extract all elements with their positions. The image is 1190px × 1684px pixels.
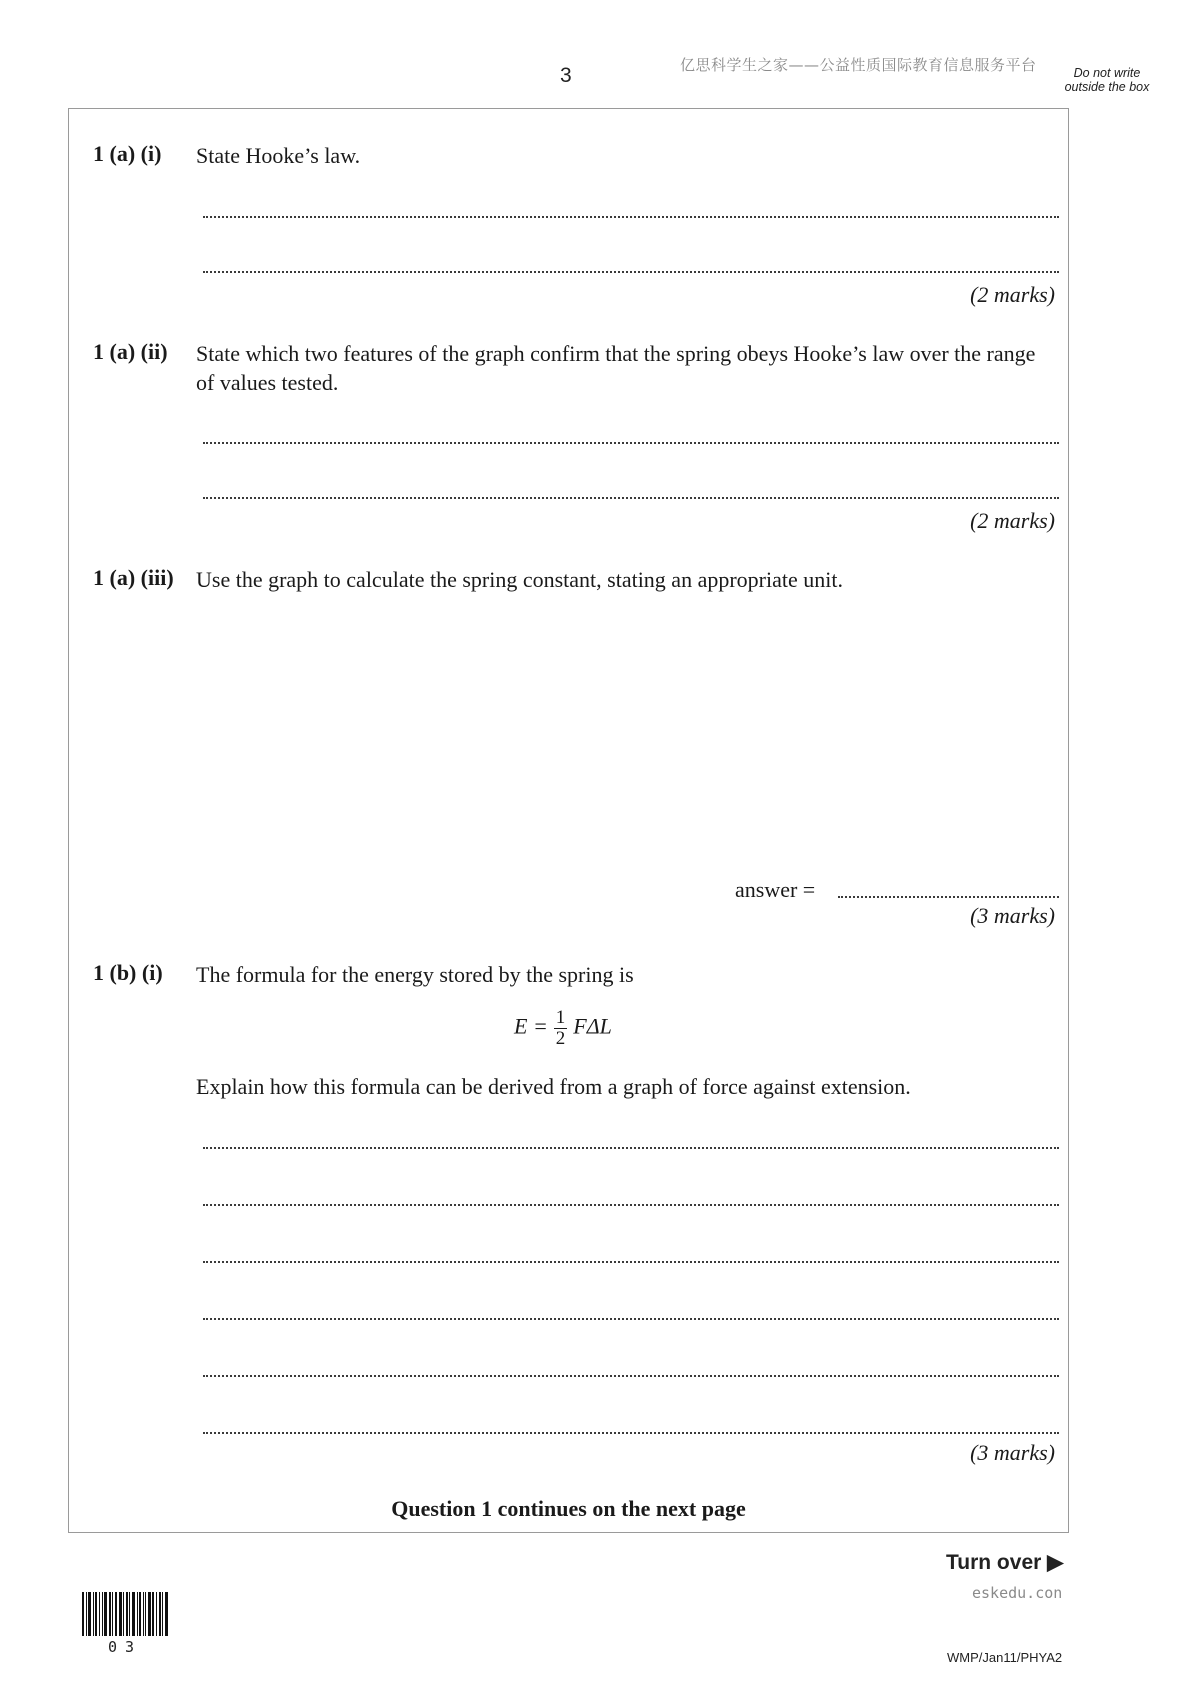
question-number: 1 (a) (i) [93, 141, 162, 166]
question-text: The formula for the energy stored by the spring is [196, 962, 634, 987]
answer-line[interactable] [203, 1432, 1059, 1434]
answer-line[interactable] [203, 1147, 1059, 1149]
marks-label: (3 marks) [970, 1440, 1055, 1465]
fraction-denominator: 2 [555, 1028, 566, 1049]
continues-note: Question 1 continues on the next page [391, 1496, 746, 1521]
instruction-text: Explain how this formula can be derived from a graph of force against extension. [196, 1074, 911, 1099]
answer-line[interactable] [203, 216, 1059, 218]
barcode-graphic [82, 1592, 169, 1636]
answer-label: answer = [735, 877, 816, 902]
site-watermark: eskedu.con [972, 1584, 1063, 1602]
answer-line[interactable] [838, 896, 1059, 898]
fraction-numerator: 1 [555, 1007, 566, 1028]
answer-line[interactable] [203, 1375, 1059, 1377]
turn-over-label: Turn over ▶ [946, 1551, 1064, 1574]
answer-line[interactable] [203, 1261, 1059, 1263]
formula-rhs: FΔL [573, 1013, 612, 1039]
page-number: 3 [560, 64, 572, 87]
question-text: State which two features of the graph confirm that the spring obeys Hooke’s law over the range of values tested. [196, 341, 1036, 395]
question-text: State Hooke’s law. [196, 143, 361, 168]
answer-line[interactable] [203, 1318, 1059, 1320]
question-number: 1 (a) (iii) [93, 565, 174, 590]
fraction-half [554, 1008, 568, 1049]
paper-code: WMP/Jan11/PHYA2 [947, 1650, 1063, 1665]
answer-line[interactable] [203, 271, 1059, 273]
marks-label: (2 marks) [970, 508, 1055, 533]
question-number: 1 (b) (i) [93, 960, 163, 985]
formula-lhs: E = [514, 1013, 548, 1039]
marks-label: (2 marks) [970, 282, 1055, 307]
barcode-number: 03 [108, 1638, 143, 1656]
margin-note: Do not write outside the box [1064, 66, 1150, 94]
watermark-text: 亿思科学生之家——公益性质国际教育信息服务平台 [680, 56, 1037, 74]
energy-formula [514, 1008, 612, 1049]
marks-label: (3 marks) [970, 903, 1055, 928]
question-text: Use the graph to calculate the spring constant, stating an appropriate unit. [196, 567, 843, 592]
answer-line[interactable] [203, 1204, 1059, 1206]
answer-line[interactable] [203, 442, 1059, 444]
answer-line[interactable] [203, 497, 1059, 499]
question-number: 1 (a) (ii) [93, 339, 168, 364]
